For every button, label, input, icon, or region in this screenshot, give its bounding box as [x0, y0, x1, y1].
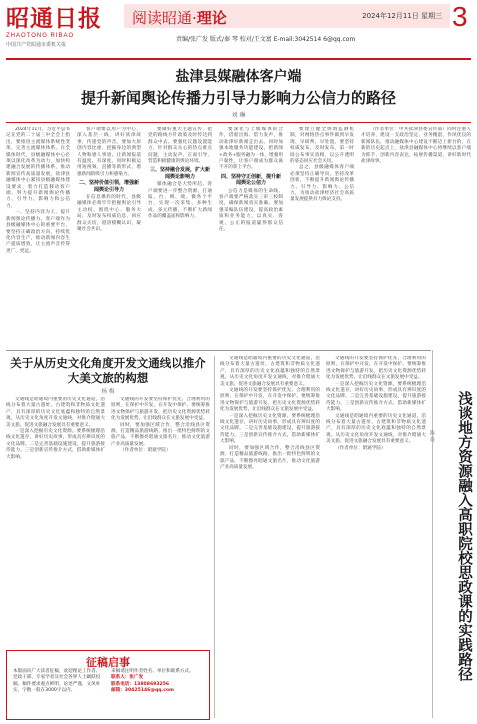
section-label-bold: 理论 [196, 9, 227, 27]
article2-headline: 关于从历史文化角度开发文通线以推介大美文旅的构想 [10, 356, 206, 385]
lead-paragraph: 总之，县级融媒体客户端必须坚持正确导向，坚持改革创新，不断提升新闻舆论传播力、引导力、影响力、公信力，为推动盐津经济社会高质量发展提供有力舆论支持。 [290, 165, 354, 203]
article2-paragraph: 同时，要加强区域合作，整合沿线县区资源，打造精品旅游线路，推出一批特色鲜明的文旅产品，不断擦亮昭通文旅名片，推动文化旅游产业高质量发展。 [111, 422, 210, 447]
notice-title: 征稿启事 [86, 656, 130, 669]
lead-column-3 [148, 127, 212, 347]
call-for-papers-box [6, 650, 210, 720]
article2-column-2 [111, 397, 210, 647]
lead-paragraph: 媒体融合是大势所趋。客户端要进一步整合资源，打通报、台、网、端、微各个平台，实现一次采集、多种生成、多元传播，不断扩大新闻作品的覆盖面和影响力。 [148, 182, 212, 220]
notice-contact-person: 联系人：张广发 [111, 675, 144, 681]
lead-column-1 [6, 127, 70, 347]
column-separator [214, 356, 215, 718]
lead-paragraph: 一、坚持内容为王，提升新闻舆论传播力。客户端作为县级融媒体中心的重要平台，要坚持正确政治方向，持续优化内容生产，推动新闻内容生产提质增效，让主流声音传得更广、更远。 [6, 210, 70, 254]
page-header [0, 0, 477, 62]
masthead [6, 6, 118, 52]
lead-column-6 [361, 127, 471, 347]
article2-paragraph: 同时，要加强区域合作，整合沿线县区资源，打造精品旅游线路，推出一批特色鲜明的文旅产品，不断擦亮昭通文旅名片，推动文化旅游产业高质量发展。 [220, 445, 320, 470]
masthead-title: 昭通日报 [6, 5, 102, 32]
article2-paragraph: 一是深入挖掘历史文化资源。要系统梳理沿线文化遗存，讲好历史故事，形成具有辨识度的文化品牌。二是完善基础设施建设，提升旅游接待能力。三是创新宣传推介方式，借助新媒体扩大影响。 [6, 429, 105, 460]
article2-paragraph: 文通线的开发要坚持保护优先、合理利用的原则，在保护中开发，在开发中保护。要统筹推进文物保护与旅游开发，把历史文化资源优势转化为发展优势，让沿线群众在文旅发展中受益。 [111, 397, 210, 422]
lead-paragraph: 要建立健全舆情监测机制，对网络热点事件做到早发现、早研判、早处置。要坚持权威发布、及时发布，第一时间公布事实真相，以公开透明的姿态回应社会关切。 [290, 127, 354, 165]
article2-paragraph: 一是深入挖掘历史文化资源。要系统梳理沿线文化遗存，讲好历史故事，形成具有辨识度的文化品牌。二是完善基础设施建设，提升旅游接待能力。三是创新宣传推介方式，借助新媒体扩大影响。 [326, 381, 426, 413]
lead-column-4 [219, 127, 283, 347]
masthead-pinyin: ZHAOTONG RIBAO [6, 33, 75, 39]
lead-subheading: 四、坚持守正创新，提升新闻舆论公信力 [220, 173, 281, 187]
sidebar-byline: 陈 晨 [429, 430, 435, 442]
lead-column-5 [290, 127, 354, 347]
lead-paragraph: 公信力是媒体的生命线。客户端要严格落实三审三校制度，确保新闻真实准确。要加强采编队伍建设，提高政治素质和业务能力，以真实、客观、公正的报道赢得群众信任。 [219, 188, 283, 233]
lead-headline: 提升新闻舆论传播力引导力影响力公信力的路径 [80, 89, 396, 107]
article2-paragraph: （作者单位：昭通学院） [335, 445, 386, 451]
section-label: 阅读昭通·理论 [132, 9, 227, 27]
article2-paragraph: 文通线是昭通境内重要的历史文化通道，沿线分布着大量古遗址、古建筑和非物质文化遗产，具有深厚的历史文化底蕴和独特的自然景观。从历史文化角度开发文通线，对推介昭通大美文旅、促进文旅融合发展具有重要意义。 [6, 397, 105, 428]
article2-column-1 [6, 397, 105, 647]
lead-paragraph: 客户端要以用户为中心，深入基层一线，讲好盐津故事，传递党的声音。要加大原创内容比重，挖掘身边的典型人物和感人事迹，让新闻报道有温度、有深度。同时积极运用短视频、直播等新形式，增强新闻的吸引力和感染力。 [77, 127, 141, 177]
article2-paragraph: （作者单位：昭通学院） [120, 448, 171, 454]
section-band [124, 4, 450, 28]
editors-line: 责编/张广发 版式/秦 琴 校对/王文富 E-mail:3042514 6@qq.com [176, 36, 356, 43]
section-label-light: 阅读昭通 [132, 9, 193, 27]
article2-column-4 [326, 356, 426, 718]
lead-subheading: 二、坚持价值引领，增强新闻舆论引导力 [78, 180, 139, 193]
notice-intro: 来稿请注明作者姓名、单位和联系方式。 [111, 669, 194, 674]
notice-contact [111, 669, 205, 695]
article2-paragraph: 文通线的开发要坚持保护优先、合理利用的原则，在保护中开发，在开发中保护。要统筹推进文物保护与旅游开发，把历史文化资源优势转化为发展优势，让沿线群众在文旅发展中受益。 [220, 388, 320, 413]
lead-column-2 [77, 127, 141, 347]
lead-paragraph: 2024年11月，习近平总书记在党的二十届三中全会上指出，要推进主流媒体系统性变革，完善主流媒体体系。在全媒体时代，县级融媒体中心必须以深化改革为动力，加快构建融合发展的传播体系，推动新闻宣传高质量发展。盐津县融媒体中心紧扣县级融媒体建设要求，着力打造移动客户端，努力提升新闻舆论传播力、引导力、影响力和公信力。 [6, 127, 70, 209]
article2-byline: 杨 梅 [101, 389, 115, 395]
article2-paragraph: 一是深入挖掘历史文化资源。要系统梳理沿线文化遗存，讲好历史故事，形成具有辨识度的文化品牌。二是完善基础设施建设，提升旅游接待能力。三是创新宣传推介方式，借助新媒体扩大影响。 [220, 413, 320, 445]
page-number: 3 [452, 1, 468, 32]
article2-paragraph: 文通线是昭通境内重要的历史文化通道，沿线分布着大量古遗址、古建筑和非物质文化遗产，具有深厚的历史文化底蕴和独特的自然景观。从历史文化角度开发文通线，对推介昭通大美文旅、促进文旅融合发展具有重要意义。 [326, 413, 426, 445]
lead-paragraph: 在信息爆炸的时代，县级融媒体必须牢牢把握舆论引导主动权，围绕中心、服务大局，及时发布权威信息，回应群众关切，澄清模糊认识，凝聚社会共识。 [77, 195, 141, 233]
lead-paragraph: 要做好重大主题宣传，把党的路线方针政策及时传达到群众中去。要强化议题设置能力，针对群众关心的热点难点问题，主动发声、正面引导，营造积极健康的舆论环境。 [148, 127, 212, 165]
article2-column-3 [220, 356, 320, 718]
article2-paragraph: 文通线是昭通境内重要的历史文化通道，沿线分布着大量古遗址、古建筑和非物质文化遗产，具有深厚的历史文化底蕴和独特的自然景观。从历史文化角度开发文通线，对推介昭通大美文旅、促进文旅融合发展具有重要意义。 [220, 356, 320, 387]
header-rule [6, 58, 471, 60]
sidebar-headline: 浅谈地方资源融入高职院校思政课的实践路径 [456, 391, 473, 681]
lead-byline: 刘 琳 [231, 112, 246, 119]
masthead-subtitle: 中国共产党昭通市委机关报 [6, 42, 67, 48]
notice-email: 邮箱：30425146@qq.com [111, 688, 174, 694]
notice-phone: 联系电话：13808693256 [111, 681, 170, 687]
lead-paragraph: （作者单位：中共盐津县委宣传部）同时注重人才培养，建设一支政治坚定、业务精湛、作风优良的新闻队伍，推动融媒体中心建设不断迈上新台阶。在新的历史起点上，盐津县融媒体中心将继续以客户端为抓手，创新内容表达，拓展传播渠道，讲好新时代盐津故事。 [361, 127, 471, 165]
lead-rule [6, 122, 471, 123]
issue-date: 2024年12月11日 星期三 [362, 12, 442, 20]
lead-kicker: 盐津县媒融体客户端 [175, 69, 302, 85]
section-divider [6, 350, 431, 351]
lead-paragraph: 要深化与上级媒体的合作，借船出海、借力发声，推动盐津好新闻走出去。同时加强本地服务功能建设，把新闻+政务+服务融为一体，增强用户黏性，让客户端成为群众离不开的掌上平台。 [219, 127, 283, 171]
notice-body: 本版面向广大读者征稿，欢迎理论工作者、党政干部、专家学者及社会各界人士踊跃投稿。稿件要求观点鲜明、论述严谨、文风朴实，字数一般在3000字以内。 [13, 669, 101, 694]
sidebar-separator [432, 350, 433, 718]
article2-paragraph: 文通线的开发要坚持保护优先、合理利用的原则，在保护中开发，在开发中保护。要统筹推进文物保护与旅游开发，把历史文化资源优势转化为发展优势，让沿线群众在文旅发展中受益。 [326, 356, 426, 381]
lead-subheading: 三、坚持融合发展，扩大新闻舆论影响力 [149, 167, 210, 180]
